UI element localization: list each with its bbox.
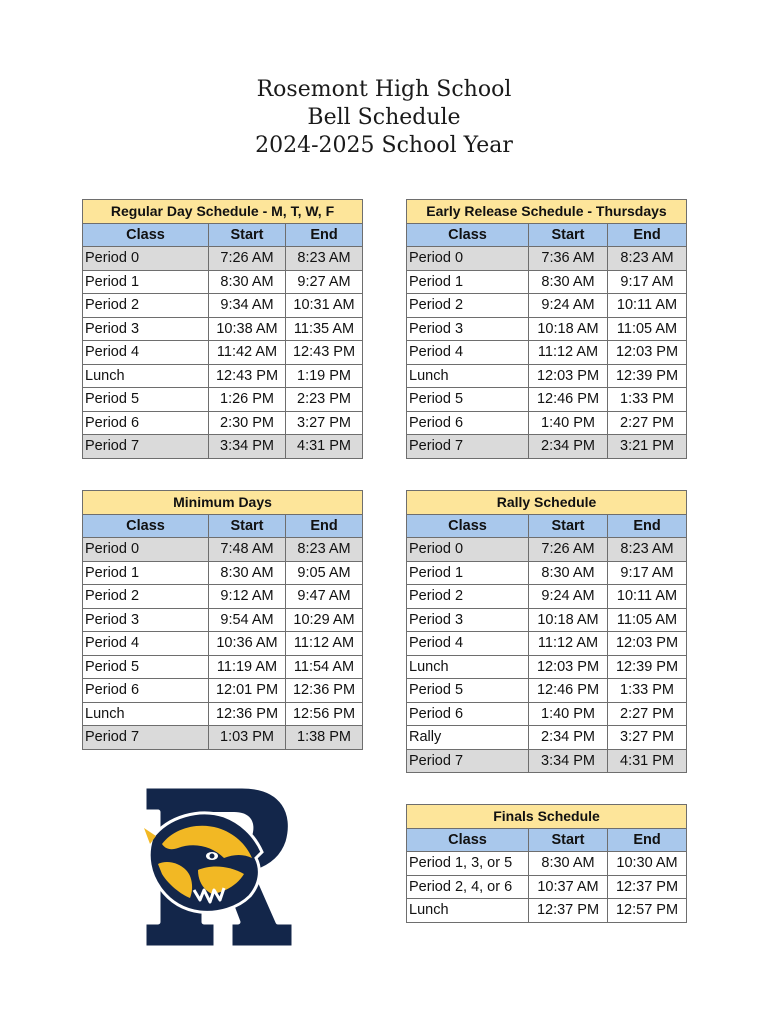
table-row (407, 726, 687, 750)
end-time-cell: 1:33 PM (608, 388, 687, 412)
table-row (407, 435, 687, 459)
end-time-cell: 3:27 PM (608, 726, 687, 750)
class-cell: Period 4 (407, 632, 529, 656)
table-row (407, 702, 687, 726)
start-time-cell: 8:30 AM (209, 270, 286, 294)
table-row (407, 270, 687, 294)
table-row (83, 585, 363, 609)
table-row (407, 247, 687, 271)
start-time-cell: 10:18 AM (529, 317, 608, 341)
column-header-end: End (608, 514, 687, 538)
class-cell: Period 6 (83, 411, 209, 435)
end-time-cell: 2:27 PM (608, 702, 687, 726)
end-time-cell: 11:35 AM (286, 317, 363, 341)
start-time-cell: 9:54 AM (209, 608, 286, 632)
start-time-cell: 11:12 AM (529, 341, 608, 365)
table-row (83, 388, 363, 412)
table-row (407, 364, 687, 388)
class-cell: Period 1 (83, 270, 209, 294)
end-time-cell: 8:23 AM (608, 247, 687, 271)
end-time-cell: 1:33 PM (608, 679, 687, 703)
class-cell: Period 1 (407, 270, 529, 294)
end-time-cell: 4:31 PM (608, 749, 687, 773)
table-row (83, 270, 363, 294)
end-time-cell: 2:27 PM (608, 411, 687, 435)
class-cell: Lunch (407, 655, 529, 679)
start-time-cell: 8:30 AM (529, 852, 608, 876)
end-time-cell: 12:36 PM (286, 679, 363, 703)
start-time-cell: 1:40 PM (529, 411, 608, 435)
table-row (83, 411, 363, 435)
class-cell: Period 6 (407, 702, 529, 726)
start-time-cell: 7:36 AM (529, 247, 608, 271)
class-cell: Period 0 (83, 538, 209, 562)
end-time-cell: 12:57 PM (608, 899, 687, 923)
wolverine-r-logo-icon (138, 772, 304, 958)
class-cell: Period 5 (407, 388, 529, 412)
start-time-cell: 9:12 AM (209, 585, 286, 609)
start-time-cell: 12:01 PM (209, 679, 286, 703)
start-time-cell: 2:34 PM (529, 726, 608, 750)
table-row (407, 538, 687, 562)
start-time-cell: 11:19 AM (209, 655, 286, 679)
regular-day-schedule-table (82, 199, 363, 459)
table-row (407, 679, 687, 703)
table-row (83, 726, 363, 750)
table-row (83, 608, 363, 632)
end-time-cell: 9:17 AM (608, 561, 687, 585)
class-cell: Lunch (83, 364, 209, 388)
class-cell: Period 4 (83, 341, 209, 365)
start-time-cell: 12:46 PM (529, 388, 608, 412)
start-time-cell: 9:24 AM (529, 585, 608, 609)
table-row (407, 341, 687, 365)
class-cell: Period 4 (83, 632, 209, 656)
table-title: Regular Day Schedule - M, T, W, F (83, 200, 363, 224)
class-cell: Period 0 (407, 538, 529, 562)
table-row (407, 655, 687, 679)
table-row (83, 364, 363, 388)
start-time-cell: 12:46 PM (529, 679, 608, 703)
end-time-cell: 3:21 PM (608, 435, 687, 459)
class-cell: Period 0 (83, 247, 209, 271)
end-time-cell: 10:11 AM (608, 585, 687, 609)
column-header-end: End (608, 223, 687, 247)
end-time-cell: 9:17 AM (608, 270, 687, 294)
start-time-cell: 12:36 PM (209, 702, 286, 726)
class-cell: Period 3 (83, 608, 209, 632)
end-time-cell: 8:23 AM (286, 538, 363, 562)
table-row (83, 294, 363, 318)
title-block (0, 76, 768, 160)
end-time-cell: 10:30 AM (608, 852, 687, 876)
column-header-start: Start (529, 828, 608, 852)
end-time-cell: 12:56 PM (286, 702, 363, 726)
class-cell: Period 2 (83, 294, 209, 318)
end-time-cell: 8:23 AM (286, 247, 363, 271)
table-row (407, 585, 687, 609)
class-cell: Period 4 (407, 341, 529, 365)
end-time-cell: 3:27 PM (286, 411, 363, 435)
class-cell: Period 3 (83, 317, 209, 341)
column-header-class: Class (407, 223, 529, 247)
table-title: Early Release Schedule - Thursdays (407, 200, 687, 224)
early-release-schedule-table (406, 199, 687, 459)
start-time-cell: 2:34 PM (529, 435, 608, 459)
start-time-cell: 7:26 AM (209, 247, 286, 271)
class-cell: Period 1 (83, 561, 209, 585)
table-row (407, 899, 687, 923)
table-row (83, 341, 363, 365)
table-row (83, 247, 363, 271)
class-cell: Rally (407, 726, 529, 750)
class-cell: Period 6 (407, 411, 529, 435)
end-time-cell: 10:11 AM (608, 294, 687, 318)
start-time-cell: 12:03 PM (529, 364, 608, 388)
class-cell: Period 5 (407, 679, 529, 703)
table-row (407, 317, 687, 341)
table-title: Minimum Days (83, 491, 363, 515)
table-row (407, 294, 687, 318)
end-time-cell: 1:19 PM (286, 364, 363, 388)
start-time-cell: 2:30 PM (209, 411, 286, 435)
start-time-cell: 8:30 AM (209, 561, 286, 585)
end-time-cell: 11:05 AM (608, 317, 687, 341)
class-cell: Period 2 (83, 585, 209, 609)
end-time-cell: 12:43 PM (286, 341, 363, 365)
start-time-cell: 7:26 AM (529, 538, 608, 562)
table-title: Finals Schedule (407, 805, 687, 829)
class-cell: Period 3 (407, 608, 529, 632)
start-time-cell: 1:03 PM (209, 726, 286, 750)
column-header-class: Class (407, 514, 529, 538)
class-cell: Period 7 (83, 435, 209, 459)
column-header-class: Class (83, 514, 209, 538)
school-year: 2024-2025 School Year (255, 133, 513, 158)
start-time-cell: 8:30 AM (529, 270, 608, 294)
class-cell: Period 2 (407, 294, 529, 318)
table-row (407, 411, 687, 435)
end-time-cell: 4:31 PM (286, 435, 363, 459)
end-time-cell: 12:39 PM (608, 655, 687, 679)
start-time-cell: 1:26 PM (209, 388, 286, 412)
end-time-cell: 1:38 PM (286, 726, 363, 750)
class-cell: Lunch (407, 364, 529, 388)
class-cell: Lunch (83, 702, 209, 726)
start-time-cell: 3:34 PM (529, 749, 608, 773)
end-time-cell: 9:27 AM (286, 270, 363, 294)
start-time-cell: 12:03 PM (529, 655, 608, 679)
start-time-cell: 10:37 AM (529, 875, 608, 899)
start-time-cell: 12:37 PM (529, 899, 608, 923)
class-cell: Period 2 (407, 585, 529, 609)
table-row (407, 749, 687, 773)
end-time-cell: 9:05 AM (286, 561, 363, 585)
table-row (83, 655, 363, 679)
table-row (407, 388, 687, 412)
class-cell: Period 7 (407, 749, 529, 773)
table-row (83, 561, 363, 585)
column-header-class: Class (407, 828, 529, 852)
table-row (83, 702, 363, 726)
end-time-cell: 12:37 PM (608, 875, 687, 899)
column-header-start: Start (209, 223, 286, 247)
table-row (83, 538, 363, 562)
end-time-cell: 8:23 AM (608, 538, 687, 562)
class-cell: Period 5 (83, 655, 209, 679)
column-header-start: Start (529, 514, 608, 538)
class-cell: Period 1 (407, 561, 529, 585)
table-row (83, 632, 363, 656)
class-cell: Lunch (407, 899, 529, 923)
end-time-cell: 12:03 PM (608, 632, 687, 656)
table-row (407, 875, 687, 899)
class-cell: Period 0 (407, 247, 529, 271)
table-row (407, 608, 687, 632)
school-name: Rosemont High School (256, 77, 512, 102)
finals-schedule-table (406, 804, 687, 923)
rally-schedule-table (406, 490, 687, 773)
table-row (407, 632, 687, 656)
start-time-cell: 11:42 AM (209, 341, 286, 365)
end-time-cell: 11:54 AM (286, 655, 363, 679)
column-header-start: Start (529, 223, 608, 247)
minimum-days-schedule-table (82, 490, 363, 750)
end-time-cell: 10:29 AM (286, 608, 363, 632)
start-time-cell: 10:18 AM (529, 608, 608, 632)
table-title: Rally Schedule (407, 491, 687, 515)
column-header-end: End (286, 223, 363, 247)
class-cell: Period 1, 3, or 5 (407, 852, 529, 876)
start-time-cell: 9:24 AM (529, 294, 608, 318)
end-time-cell: 11:12 AM (286, 632, 363, 656)
table-row (407, 852, 687, 876)
start-time-cell: 9:34 AM (209, 294, 286, 318)
start-time-cell: 3:34 PM (209, 435, 286, 459)
end-time-cell: 12:39 PM (608, 364, 687, 388)
class-cell: Period 2, 4, or 6 (407, 875, 529, 899)
column-header-end: End (608, 828, 687, 852)
table-row (407, 561, 687, 585)
end-time-cell: 2:23 PM (286, 388, 363, 412)
start-time-cell: 10:38 AM (209, 317, 286, 341)
class-cell: Period 7 (407, 435, 529, 459)
start-time-cell: 7:48 AM (209, 538, 286, 562)
end-time-cell: 11:05 AM (608, 608, 687, 632)
table-row (83, 679, 363, 703)
column-header-end: End (286, 514, 363, 538)
end-time-cell: 12:03 PM (608, 341, 687, 365)
class-cell: Period 7 (83, 726, 209, 750)
class-cell: Period 3 (407, 317, 529, 341)
start-time-cell: 10:36 AM (209, 632, 286, 656)
class-cell: Period 5 (83, 388, 209, 412)
table-row (83, 317, 363, 341)
end-time-cell: 10:31 AM (286, 294, 363, 318)
start-time-cell: 12:43 PM (209, 364, 286, 388)
start-time-cell: 11:12 AM (529, 632, 608, 656)
end-time-cell: 9:47 AM (286, 585, 363, 609)
class-cell: Period 6 (83, 679, 209, 703)
start-time-cell: 8:30 AM (529, 561, 608, 585)
document-title: Bell Schedule (307, 105, 461, 130)
table-row (83, 435, 363, 459)
column-header-class: Class (83, 223, 209, 247)
column-header-start: Start (209, 514, 286, 538)
start-time-cell: 1:40 PM (529, 702, 608, 726)
